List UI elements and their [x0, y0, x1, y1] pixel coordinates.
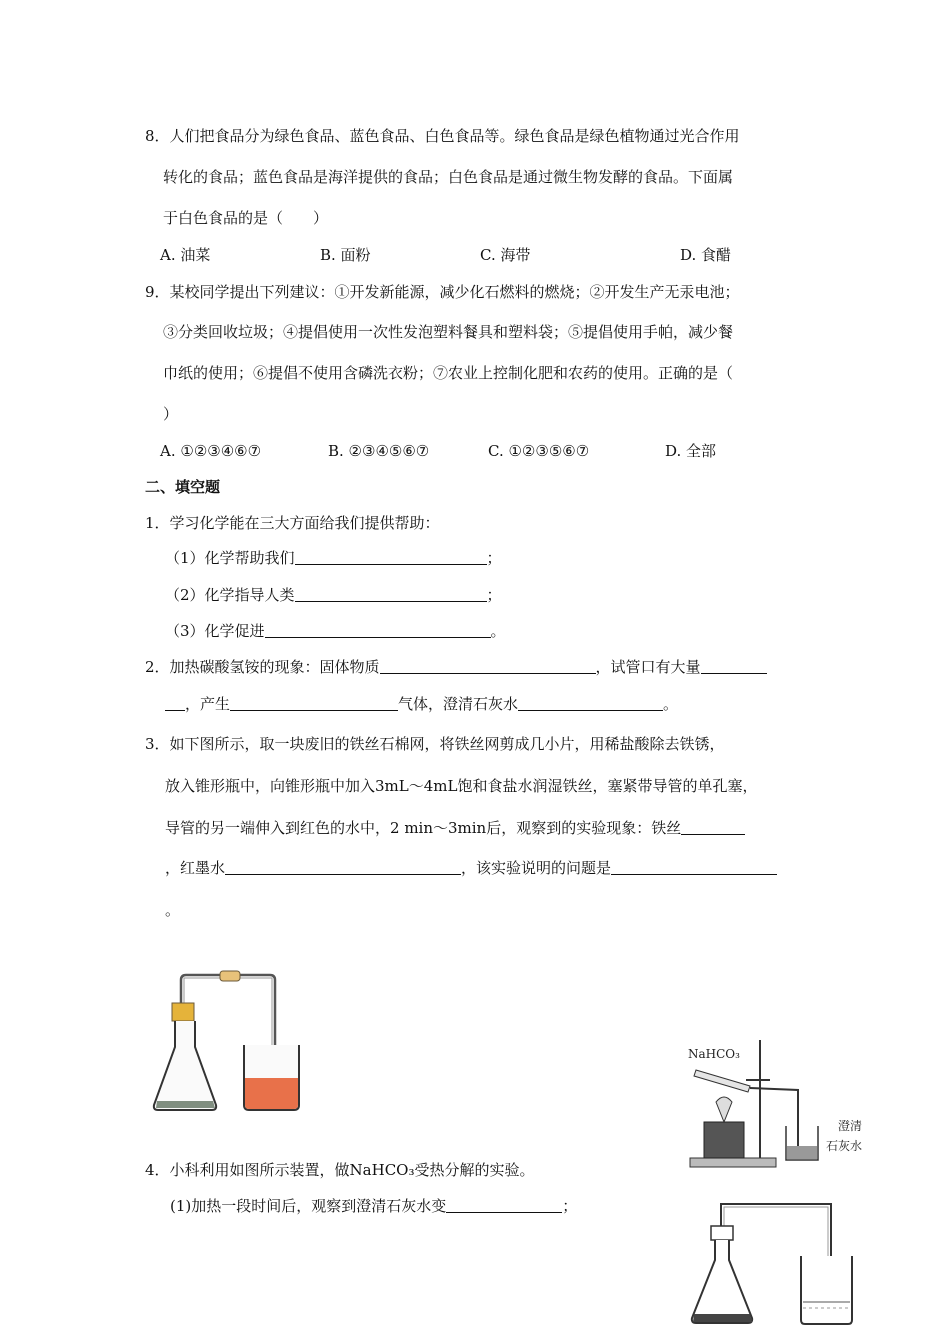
f4-part-1: [170, 1196, 577, 1216]
q8-line-3: 于白色食品的是（ ）: [163, 209, 329, 227]
f4-part-1-end: ；: [562, 1197, 578, 1215]
f2-text-c: ，产生: [185, 695, 231, 713]
f3-line-5: 。: [165, 901, 181, 919]
label-limewater: 石灰水: [826, 1139, 863, 1153]
f1-part-3-end: 。: [490, 622, 506, 640]
q8-option-c: C. 海带: [480, 246, 531, 264]
answer-blank[interactable]: [701, 657, 767, 674]
f3-line-2: 放入锥形瓶中，向锥形瓶中加入3mL～4mL饱和食盐水润湿铁丝，塞紧带导管的单孔塞，: [165, 777, 758, 795]
q9-option-b: B. ②③④⑤⑥⑦: [328, 442, 430, 460]
f3-line-4-text-b: ，该实验说明的问题是: [461, 859, 612, 877]
q8-option-b: B. 面粉: [320, 246, 371, 264]
f1-part-3: [165, 621, 506, 641]
answer-blank[interactable]: [165, 694, 185, 711]
f4-part-1-text: (1)加热一段时间后，观察到澄清石灰水变: [170, 1197, 447, 1215]
answer-blank[interactable]: [225, 858, 461, 875]
answer-blank[interactable]: [681, 818, 745, 835]
f1-stem: 1．学习化学能在三大方面给我们提供帮助：: [145, 514, 440, 532]
nahco3-heating-apparatus-figure: [686, 1030, 876, 1178]
answer-blank[interactable]: [295, 548, 487, 565]
q9-line-1: 9．某校同学提出下列建议：①开发新能源，减少化石燃料的燃烧；②开发生产无汞电池；: [145, 283, 740, 301]
answer-blank[interactable]: [518, 694, 663, 711]
answer-blank[interactable]: [265, 621, 491, 638]
q9-option-a: A. ①②③④⑥⑦: [160, 442, 262, 460]
q9-option-c: C. ①②③⑤⑥⑦: [488, 442, 590, 460]
q8-option-a: A. 油菜: [160, 246, 211, 264]
answer-blank[interactable]: [446, 1196, 562, 1213]
f1-part-1: [165, 548, 502, 568]
f2-text-d: 气体，澄清石灰水: [398, 695, 519, 713]
q9-line-2: ③分类回收垃圾；④提倡使用一次性发泡塑料餐具和塑料袋；⑤提倡使用手帕，减少餐: [163, 323, 734, 341]
f3-line-4: [165, 858, 777, 878]
flask-beaker-apparatus-figure: [686, 1198, 866, 1326]
f1-part-1-text: （1）化学帮助我们: [165, 549, 295, 567]
f4-stem: 4．小科利用如图所示装置，做NaHCO₃受热分解的实验。: [145, 1161, 535, 1179]
label-nahco3: NaHCO₃: [688, 1047, 740, 1061]
f3-line-3-text: 导管的另一端伸入到红色的水中，2 min～3min后，观察到的实验现象：铁丝: [165, 819, 682, 837]
f2-line-2: [165, 694, 678, 714]
f2-text-a: 2．加热碳酸氢铵的现象：固体物质: [145, 658, 380, 676]
f1-part-2-end: ；: [486, 586, 502, 604]
q9-line-3: 巾纸的使用；⑥提倡不使用含磷洗衣粉；⑦农业上控制化肥和农药的使用。正确的是（: [163, 364, 734, 382]
answer-blank[interactable]: [295, 585, 487, 602]
f1-part-3-text: （3）化学促进: [165, 622, 265, 640]
f1-part-1-end: ；: [486, 549, 502, 567]
f2-text-b: ，试管口有大量: [595, 658, 701, 676]
f2-line-1: [145, 657, 767, 677]
f1-part-2: [165, 585, 502, 605]
answer-blank[interactable]: [611, 858, 777, 875]
f2-text-e: 。: [663, 695, 679, 713]
q9-option-d: D. 全部: [665, 442, 717, 460]
answer-blank[interactable]: [230, 694, 398, 711]
section-title: 二、填空题: [145, 478, 221, 496]
q8-option-d: D. 食醋: [680, 246, 732, 264]
q8-line-2: 转化的食品；蓝色食品是海洋提供的食品；白色食品是通过微生物发酵的食品。下面属: [163, 168, 734, 186]
label-clear: 澄清: [838, 1119, 863, 1133]
f3-line-4-text-a: ，红墨水: [165, 859, 226, 877]
f3-line-3: [165, 818, 745, 838]
answer-blank[interactable]: [380, 657, 596, 674]
q8-line-1: 8．人们把食品分为绿色食品、蓝色食品、白色食品等。绿色食品是绿色植物通过光合作用: [145, 127, 740, 145]
f3-line-1: 3．如下图所示，取一块废旧的铁丝石棉网，将铁丝网剪成几小片，用稀盐酸除去铁锈，: [145, 735, 725, 753]
iron-rust-apparatus-figure: [148, 965, 313, 1115]
f1-part-2-text: （2）化学指导人类: [165, 586, 295, 604]
q9-line-4: ）: [163, 405, 179, 423]
